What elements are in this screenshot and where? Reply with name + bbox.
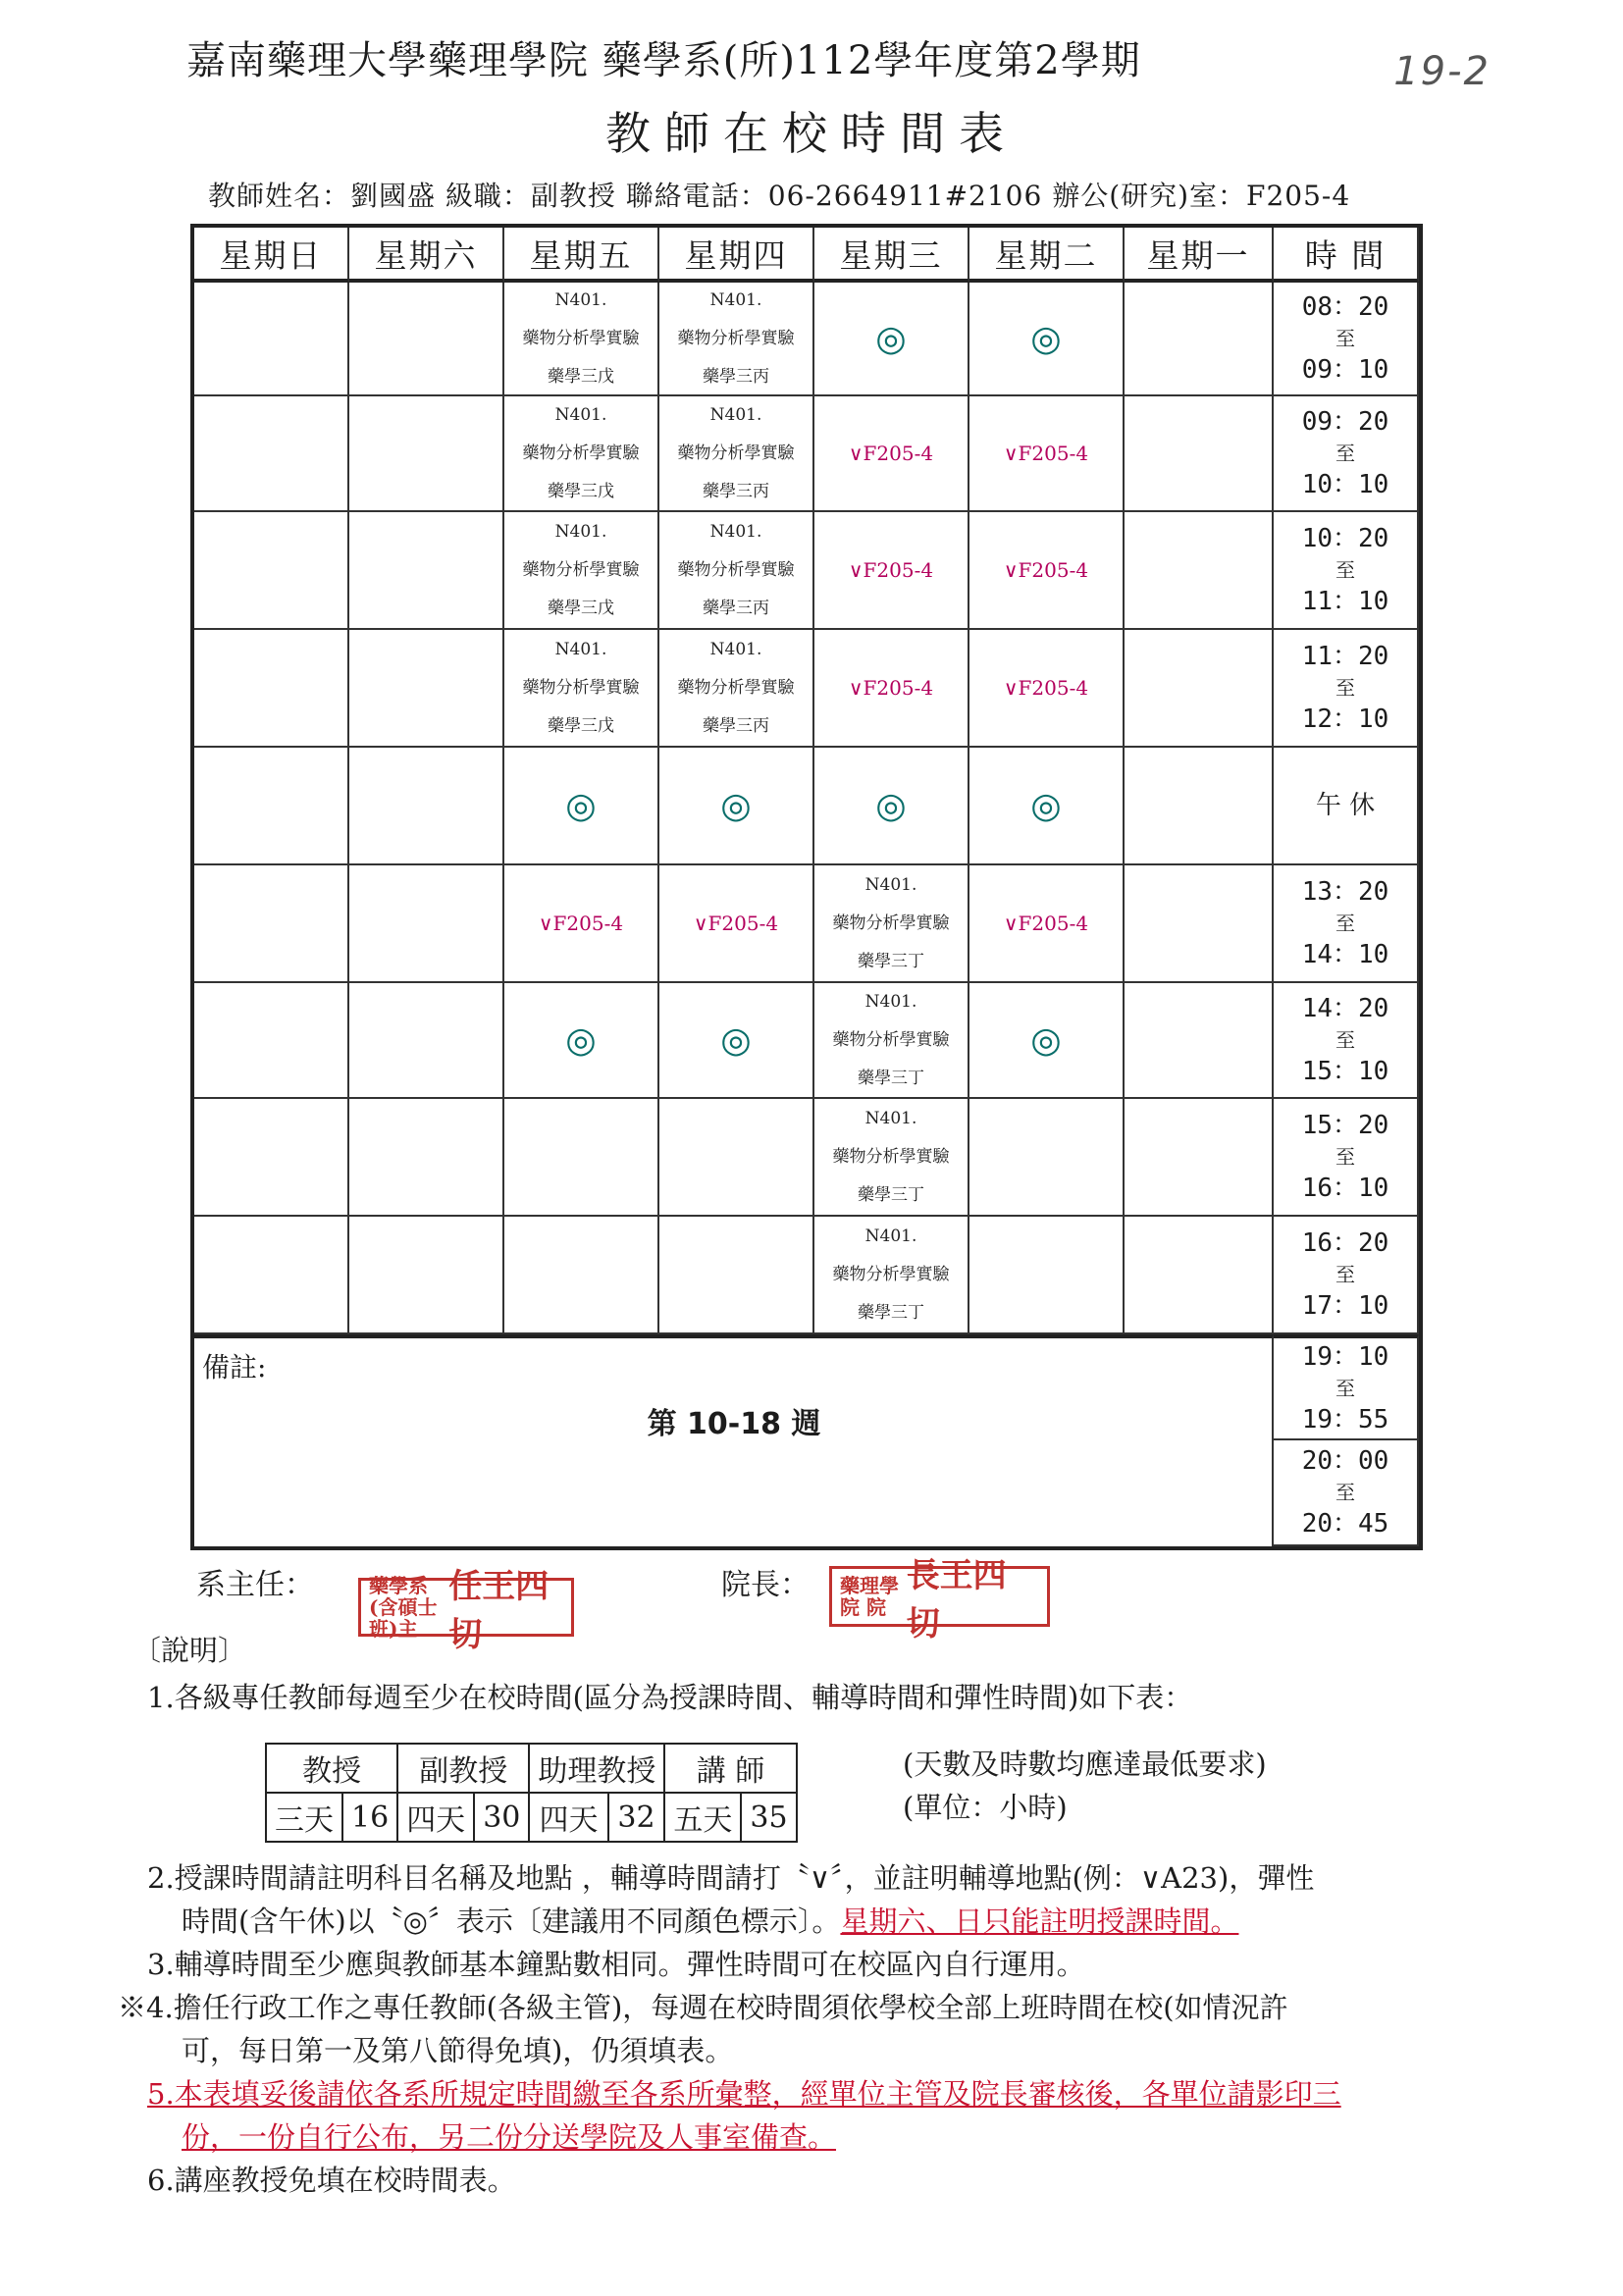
- course-line: 藥物分析學實驗: [522, 443, 640, 463]
- course-line: 藥物分析學實驗: [832, 1264, 950, 1284]
- evening-time-slot: [1274, 1334, 1419, 1440]
- flexible-time-marker: ◎: [1030, 318, 1062, 359]
- time-slot: [1274, 1099, 1419, 1217]
- dean-stamp-small-text: 藥理學院 院: [840, 1574, 899, 1619]
- min-table-hours: 16: [342, 1793, 397, 1842]
- evening-time-slot: [1274, 1440, 1419, 1546]
- note-6: 6.講座教授免填在校時間表。: [147, 2164, 516, 2197]
- schedule-cell: [194, 630, 349, 748]
- min-table-note-1: (天數及時數均應達最低要求): [903, 1748, 1267, 1781]
- dean-stamp-name: 長王四切: [906, 1556, 1007, 1644]
- time-text: 至: [1335, 1028, 1355, 1052]
- schedule-cell: [1125, 1099, 1274, 1217]
- course-line: N401.: [709, 521, 762, 542]
- schedule-cell: [504, 283, 659, 396]
- dean-stamp: [829, 1556, 1050, 1644]
- course-line: N401.: [709, 639, 762, 659]
- course-line: N401.: [864, 991, 917, 1012]
- document-subtitle: 教師在校時間表: [605, 107, 1018, 160]
- flexible-time-marker: ◎: [1030, 785, 1062, 826]
- schedule-cell: [504, 865, 659, 983]
- schedule-cell: [814, 283, 969, 396]
- column-header: 時 間: [1274, 228, 1419, 283]
- time-text: 19：10: [1301, 1342, 1389, 1372]
- min-table-days: 三天: [266, 1793, 342, 1842]
- schedule-cell: [814, 630, 969, 748]
- min-table-header: 講 師: [664, 1744, 796, 1793]
- course-line: N401.: [554, 404, 607, 425]
- minimum-hours-table: [265, 1743, 798, 1843]
- schedule-cell: [504, 983, 659, 1099]
- time-text: 至: [1335, 1377, 1355, 1400]
- course-line: 藥物分析學實驗: [522, 328, 640, 348]
- dept-head-stamp: [358, 1567, 574, 1654]
- time-text: 17：10: [1301, 1291, 1389, 1321]
- course-line: 藥學三戊: [548, 715, 614, 736]
- schedule-cell: [659, 283, 814, 396]
- remarks-area: [194, 1334, 1274, 1546]
- schedule-cell: [969, 283, 1125, 396]
- tutoring-marker: ∨F205-4: [848, 676, 934, 700]
- schedule-cell: [969, 512, 1125, 630]
- schedule-cell: [1125, 1217, 1274, 1334]
- time-text: 20：00: [1301, 1446, 1389, 1476]
- time-text: 至: [1335, 1263, 1355, 1286]
- time-text: 至: [1335, 327, 1355, 350]
- course-line: 藥學三戊: [548, 366, 614, 387]
- min-table-value-row: [266, 1793, 797, 1842]
- schedule-cell: [194, 865, 349, 983]
- time-text: 16：20: [1301, 1228, 1389, 1258]
- schedule-cell: [504, 396, 659, 512]
- time-text: 至: [1335, 1145, 1355, 1169]
- min-table-header-row: [266, 1744, 797, 1793]
- schedule-cell: [1125, 396, 1274, 512]
- schedule-cell: [194, 1217, 349, 1334]
- schedule-cell: [969, 865, 1125, 983]
- schedule-cell: [659, 512, 814, 630]
- time-text: 12：10: [1301, 704, 1389, 734]
- note-3: 3.輔導時間至少應與教師基本鐘點數相同。彈性時間可在校區內自行運用。: [147, 1948, 1085, 1981]
- column-header: 星期一: [1125, 228, 1274, 283]
- time-text: 10：20: [1301, 524, 1389, 553]
- course-line: N401.: [554, 639, 607, 659]
- tutoring-marker: ∨F205-4: [693, 912, 779, 935]
- schedule-cell: [1125, 283, 1274, 396]
- course-line: 藥學三丁: [858, 1302, 924, 1323]
- schedule-cell: [349, 748, 504, 865]
- note-4-line-1: ※4.擔任行政工作之專任教師(各級主管)，每週在校時間須依學校全部上班時間在校(如情況許: [118, 1991, 1288, 2024]
- time-text: 至: [1335, 912, 1355, 935]
- course-line: 藥學三丁: [858, 1068, 924, 1088]
- time-text: 午 休: [1315, 791, 1376, 820]
- course-line: 藥物分析學實驗: [677, 328, 795, 348]
- time-text: 11：10: [1301, 587, 1389, 616]
- flexible-time-marker: ◎: [565, 1019, 597, 1061]
- schedule-cell: [814, 512, 969, 630]
- column-header: 星期六: [349, 228, 504, 283]
- schedule-cell: [349, 512, 504, 630]
- time-text: 11：20: [1301, 642, 1389, 671]
- note-2-text: 時間(含午休)以〝◎〞表示〔建議用不同顏色標示〕。: [182, 1905, 841, 1938]
- column-header: 星期四: [659, 228, 814, 283]
- document-title: 嘉南藥理大學藥理學院 藥學系(所)112學年度第2學期: [186, 38, 1141, 83]
- handwritten-mark: 19-2: [1393, 49, 1491, 94]
- note-5-line-2: 份，一份自行公布，另二份分送學院及人事室備查。: [182, 2120, 837, 2154]
- course-line: 藥學三戊: [548, 598, 614, 618]
- time-slot: [1274, 630, 1419, 748]
- time-text: 09：10: [1301, 355, 1389, 385]
- schedule-cell: [194, 1099, 349, 1217]
- schedule-cell: [814, 865, 969, 983]
- tutoring-marker: ∨F205-4: [848, 442, 934, 465]
- schedule-cell: [1125, 983, 1274, 1099]
- schedule-cell: [504, 512, 659, 630]
- note-4-line-2: 可，每日第一及第八節得免填)，仍須填表。: [182, 2034, 734, 2067]
- course-line: 藥物分析學實驗: [522, 559, 640, 580]
- course-line: 藥物分析學實驗: [677, 677, 795, 698]
- remarks-label: 備註:: [202, 1351, 267, 1383]
- course-line: 藥學三丙: [703, 598, 769, 618]
- schedule-cell: [194, 396, 349, 512]
- column-header: 星期日: [194, 228, 349, 283]
- time-text: 20：45: [1301, 1509, 1389, 1539]
- dean-label: 院長：: [721, 1568, 810, 1602]
- time-text: 16：10: [1301, 1174, 1389, 1203]
- schedule-cell: [504, 630, 659, 748]
- min-table-hours: 32: [608, 1793, 665, 1842]
- time-slot: [1274, 865, 1419, 983]
- schedule-cell: [1125, 865, 1274, 983]
- flexible-time-marker: ◎: [875, 785, 907, 826]
- schedule-cell: [969, 748, 1125, 865]
- course-line: 藥學三丙: [703, 366, 769, 387]
- min-table-header: 助理教授: [529, 1744, 664, 1793]
- time-text: 08：20: [1301, 292, 1389, 322]
- course-line: 藥學三丁: [858, 951, 924, 971]
- course-line: 藥物分析學實驗: [677, 559, 795, 580]
- schedule-cell: [349, 1217, 504, 1334]
- notes-heading: 〔說明〕: [132, 1634, 247, 1667]
- tutoring-marker: ∨F205-4: [1003, 558, 1089, 582]
- course-line: 藥學三戊: [548, 481, 614, 501]
- remarks-weeks: 第 10-18 週: [647, 1407, 821, 1441]
- flexible-time-marker: ◎: [720, 1019, 752, 1061]
- min-table-days: 五天: [664, 1793, 741, 1842]
- course-line: 藥學三丙: [703, 715, 769, 736]
- min-table-header: 副教授: [397, 1744, 529, 1793]
- course-line: N401.: [554, 521, 607, 542]
- time-text: 至: [1335, 442, 1355, 465]
- time-slot: [1274, 748, 1419, 865]
- time-slot: [1274, 283, 1419, 396]
- note-5-line-1: 5.本表填妥後請依各系所規定時間繳至各系所彙整，經單位主管及院長審核後，各單位請影印三: [147, 2077, 1341, 2111]
- schedule-cell: [194, 283, 349, 396]
- schedule-cell: [504, 1099, 659, 1217]
- note-2-red-text: 星期六、日只能註明授課時間。: [840, 1905, 1239, 1938]
- schedule-cell: [969, 396, 1125, 512]
- schedule-cell: [349, 865, 504, 983]
- course-line: 藥物分析學實驗: [677, 443, 795, 463]
- time-text: 09：20: [1301, 407, 1389, 437]
- schedule-cell: [1125, 630, 1274, 748]
- min-table-hours: 35: [741, 1793, 796, 1842]
- schedule-cell: [814, 983, 969, 1099]
- schedule-cell: [349, 396, 504, 512]
- schedule-cell: [659, 1099, 814, 1217]
- schedule-table: [190, 224, 1423, 1550]
- min-table-hours: 30: [474, 1793, 529, 1842]
- schedule-cell: [659, 396, 814, 512]
- course-line: 藥物分析學實驗: [832, 1146, 950, 1167]
- note-1: 1.各級專任教師每週至少在校時間(區分為授課時間、輔導時間和彈性時間)如下表：: [147, 1681, 1193, 1714]
- min-table-header: 教授: [266, 1744, 397, 1793]
- schedule-cell: [659, 865, 814, 983]
- schedule-cell: [504, 748, 659, 865]
- flexible-time-marker: ◎: [1030, 1019, 1062, 1061]
- time-text: 至: [1335, 558, 1355, 582]
- course-line: N401.: [709, 289, 762, 310]
- time-text: 19：55: [1301, 1405, 1389, 1435]
- schedule-cell: [814, 1099, 969, 1217]
- schedule-cell: [659, 630, 814, 748]
- schedule-cell: [659, 1217, 814, 1334]
- column-header: 星期二: [969, 228, 1125, 283]
- time-slot: [1274, 512, 1419, 630]
- time-slot: [1274, 983, 1419, 1099]
- flexible-time-marker: ◎: [875, 318, 907, 359]
- course-line: 藥學三丙: [703, 481, 769, 501]
- min-table-days: 四天: [529, 1793, 607, 1842]
- schedule-cell: [1125, 748, 1274, 865]
- column-header: 星期三: [814, 228, 969, 283]
- schedule-cell: [814, 396, 969, 512]
- schedule-cell: [814, 1217, 969, 1334]
- time-text: 13：20: [1301, 877, 1389, 907]
- schedule-cell: [504, 1217, 659, 1334]
- schedule-cell: [349, 1099, 504, 1217]
- course-line: N401.: [554, 289, 607, 310]
- dept-stamp-small-text: 藥學系(含碩士班)主: [369, 1574, 438, 1641]
- schedule-cell: [349, 630, 504, 748]
- course-line: N401.: [864, 1226, 917, 1246]
- time-text: 15：10: [1301, 1057, 1389, 1086]
- time-slot: [1274, 396, 1419, 512]
- schedule-cell: [814, 748, 969, 865]
- course-line: 藥物分析學實驗: [832, 913, 950, 933]
- tutoring-marker: ∨F205-4: [1003, 676, 1089, 700]
- schedule-cell: [969, 983, 1125, 1099]
- course-line: 藥學三丁: [858, 1184, 924, 1205]
- schedule-cell: [969, 1217, 1125, 1334]
- schedule-cell: [194, 983, 349, 1099]
- course-line: N401.: [864, 874, 917, 895]
- tutoring-marker: ∨F205-4: [538, 912, 624, 935]
- course-line: 藥物分析學實驗: [832, 1029, 950, 1050]
- course-line: 藥物分析學實驗: [522, 677, 640, 698]
- time-slot: [1274, 1217, 1419, 1334]
- course-line: N401.: [864, 1108, 917, 1128]
- min-table-note-2: (單位：小時): [903, 1791, 1068, 1824]
- time-text: 14：20: [1301, 994, 1389, 1023]
- schedule-cell: [349, 983, 504, 1099]
- flexible-time-marker: ◎: [720, 785, 752, 826]
- time-text: 14：10: [1301, 940, 1389, 969]
- dept-head-label: 系主任：: [196, 1568, 314, 1602]
- column-header: 星期五: [504, 228, 659, 283]
- schedule-cell: [194, 512, 349, 630]
- schedule-cell: [194, 748, 349, 865]
- time-text: 15：20: [1301, 1111, 1389, 1140]
- tutoring-marker: ∨F205-4: [1003, 912, 1089, 935]
- schedule-cell: [659, 748, 814, 865]
- schedule-cell: [969, 630, 1125, 748]
- course-line: N401.: [709, 404, 762, 425]
- note-2-line-1: 2.授課時間請註明科目名稱及地點 ，輔導時間請打〝∨〞，並註明輔導地點(例：∨A23)，彈性: [147, 1861, 1315, 1895]
- schedule-cell: [349, 283, 504, 396]
- schedule-cell: [659, 983, 814, 1099]
- time-text: 至: [1335, 1481, 1355, 1504]
- min-table-days: 四天: [397, 1793, 474, 1842]
- time-text: 10：10: [1301, 470, 1389, 499]
- flexible-time-marker: ◎: [565, 785, 597, 826]
- tutoring-marker: ∨F205-4: [1003, 442, 1089, 465]
- schedule-cell: [969, 1099, 1125, 1217]
- teacher-info: 教師姓名：劉國盛 級職：副教授 聯絡電話：06-2664911#2106 辦公(研究)室：F205-4: [208, 180, 1351, 212]
- dept-stamp-name: 任王四切: [448, 1567, 550, 1654]
- time-text: 至: [1335, 676, 1355, 700]
- schedule-cell: [1125, 512, 1274, 630]
- note-2-line-2: [182, 1900, 1238, 1943]
- tutoring-marker: ∨F205-4: [848, 558, 934, 582]
